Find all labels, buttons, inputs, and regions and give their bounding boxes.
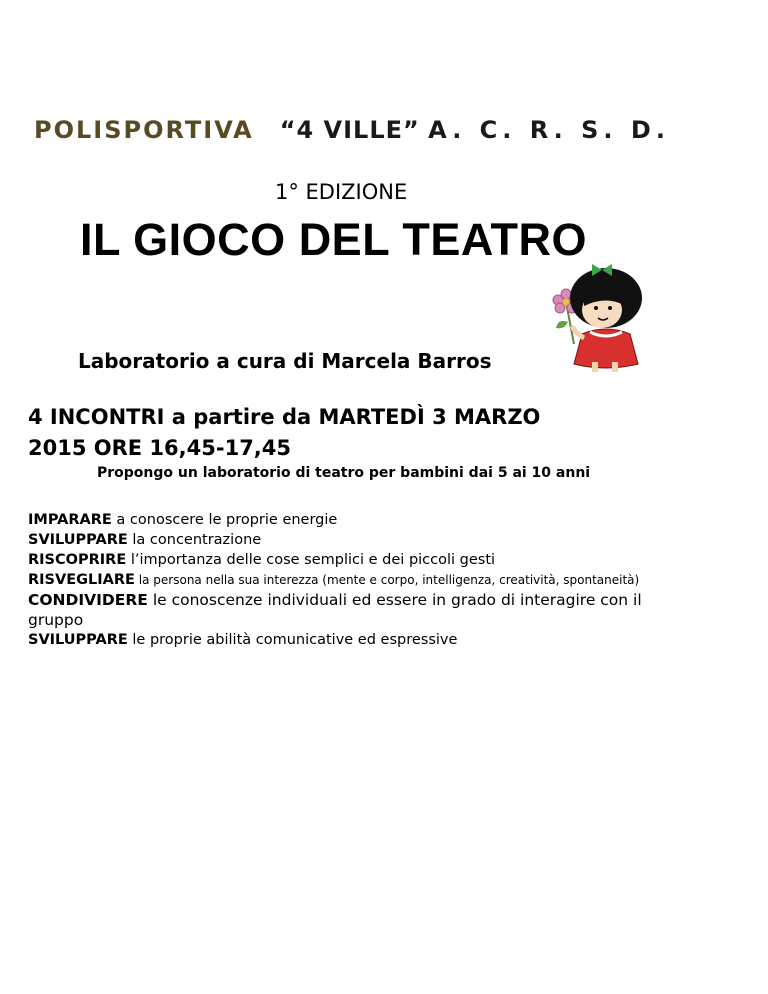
goal-text: le proprie abilità comunicative ed espressive <box>127 632 458 648</box>
goal-key: SVILUPPARE <box>28 532 128 548</box>
organization-header <box>34 116 670 144</box>
list-item <box>28 570 688 590</box>
org-suffix: A. C. R. S. D. <box>428 116 670 144</box>
schedule-line-1: 4 INCONTRI a partire da MARTEDÌ 3 MARZO <box>28 405 541 429</box>
org-name: POLISPORTIVA <box>34 116 254 144</box>
schedule <box>28 402 540 464</box>
mafalda-illustration <box>544 264 652 374</box>
goal-text: a conoscere le proprie energie <box>111 512 338 528</box>
edition-label: 1° EDIZIONE <box>275 180 408 204</box>
goal-key: CONDIVIDERE <box>28 591 148 609</box>
list-item <box>28 590 688 630</box>
list-item <box>28 530 688 550</box>
goal-key: SVILUPPARE <box>28 632 128 648</box>
goal-text: l’importanza delle cose semplici e dei piccoli gesti <box>126 552 496 568</box>
list-item <box>28 510 688 530</box>
goal-key: IMPARARE <box>28 512 112 528</box>
org-quote: “4 VILLE” <box>279 116 420 144</box>
goal-text: la persona nella sua interezza (mente e corpo, intelligenza, creatività, spontaneità) <box>134 573 640 587</box>
proposal-text: Propongo un laboratorio di teatro per bambini dai 5 ai 10 anni <box>97 465 591 481</box>
page-title: IL GIOCO DEL TEATRO <box>80 214 588 265</box>
goal-text: le conoscenze individuali ed essere in grado di interagire con il gruppo <box>28 591 642 629</box>
list-item <box>28 630 688 650</box>
list-item <box>28 550 688 570</box>
schedule-line-2: 2015 ORE 16,45-17,45 <box>28 436 292 460</box>
lab-by-label: Laboratorio a cura di Marcela Barros <box>78 349 492 373</box>
goal-text: la concentrazione <box>127 532 262 548</box>
goals-list <box>28 510 688 650</box>
goal-key: RISVEGLIARE <box>28 572 135 588</box>
goal-key: RISCOPRIRE <box>28 552 127 568</box>
